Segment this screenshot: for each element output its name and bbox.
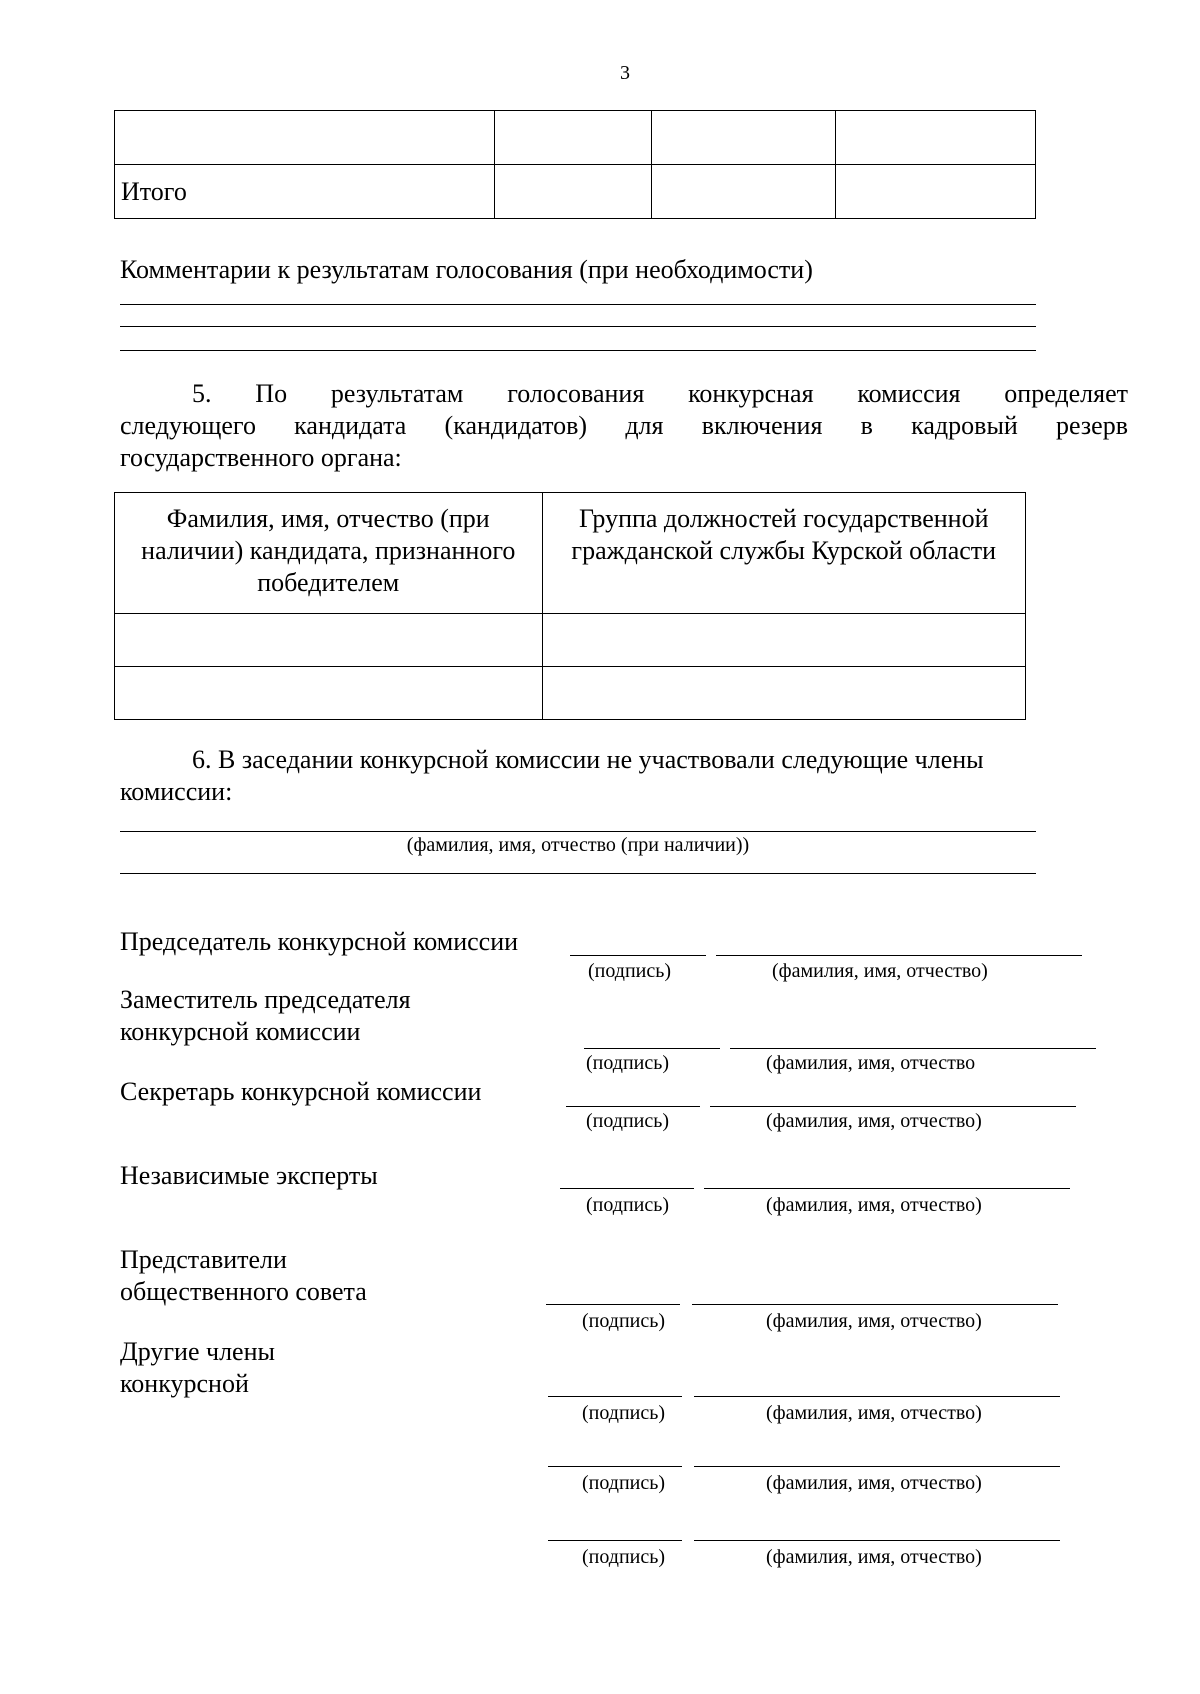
table-cell: [652, 165, 836, 219]
name-caption: (фамилия, имя, отчество): [766, 1110, 982, 1132]
other-members-label: [120, 1336, 275, 1400]
header-candidate-name: [115, 493, 543, 614]
label-line: конкурсной: [120, 1369, 249, 1398]
total-label: Итого: [115, 165, 495, 219]
winners-table: [114, 492, 1026, 720]
name-caption: (фамилия, имя, отчество): [766, 1402, 982, 1424]
name-line: [730, 1048, 1096, 1049]
secretary-label: Секретарь конкурсной комиссии: [120, 1077, 482, 1106]
comment-line: [120, 304, 1036, 305]
name-line: [694, 1396, 1060, 1397]
label-line: Другие члены: [120, 1337, 275, 1366]
table-header-row: [115, 493, 1026, 614]
name-caption: (фамилия, имя, отчество): [772, 960, 988, 982]
section-6-line-1: 6. В заседании конкурсной комиссии не участвовали следующие члены: [192, 745, 984, 774]
name-line: [694, 1540, 1060, 1541]
signature-caption: (подпись): [582, 1402, 666, 1424]
table-row: [115, 614, 1026, 667]
deputy-label: [120, 984, 411, 1048]
comment-line: [120, 326, 1036, 327]
signature-caption: (подпись): [588, 960, 672, 982]
word: голосования: [507, 379, 645, 408]
table-row: [115, 667, 1026, 720]
word: конкурсная: [688, 379, 814, 408]
name-line: [694, 1466, 1060, 1467]
word: кадровый: [911, 411, 1018, 440]
voting-results-table: [114, 110, 1036, 219]
label-line: общественного совета: [120, 1277, 367, 1306]
absent-members-line: [120, 873, 1036, 874]
word: определяет: [1004, 379, 1128, 408]
name-line: [704, 1188, 1070, 1189]
signature-caption: (подпись): [582, 1310, 666, 1332]
label-line: Заместитель председателя: [120, 985, 411, 1014]
word: результатам: [330, 379, 464, 408]
word: для: [625, 411, 664, 440]
table-cell: [836, 165, 1036, 219]
name-line: [692, 1304, 1058, 1305]
signature-line: [548, 1396, 682, 1397]
comments-heading: Комментарии к результатам голосования (при необходимости): [120, 255, 813, 284]
table-cell: [115, 614, 543, 667]
table-row: [115, 111, 1036, 165]
name-caption: (фамилия, имя, отчество: [766, 1052, 976, 1074]
signature-line: [548, 1466, 682, 1467]
word: 5.: [192, 379, 212, 408]
section-5-line-1: [120, 378, 1128, 410]
table-cell: [115, 667, 543, 720]
chairman-label: Председатель конкурсной комиссии: [120, 927, 519, 956]
section-6-line-2: комиссии:: [120, 777, 233, 806]
section-5-line-2: [120, 410, 1128, 442]
word: включения: [701, 411, 823, 440]
label-line: конкурсной комиссии: [120, 1017, 361, 1046]
name-line: [716, 955, 1082, 956]
page-number: 3: [620, 62, 630, 84]
name-line: [710, 1106, 1076, 1107]
header-line: гражданской службы Курской области: [571, 536, 997, 565]
signature-caption: (подпись): [582, 1472, 666, 1494]
header-line: Фамилия, имя, отчество (при: [166, 504, 490, 533]
section-5-line-3: государственного органа:: [120, 443, 402, 472]
word: (кандидатов): [444, 411, 588, 440]
signature-caption: (подпись): [582, 1546, 666, 1568]
table-cell: [652, 111, 836, 165]
name-caption: (фамилия, имя, отчество): [766, 1194, 982, 1216]
table-cell: [836, 111, 1036, 165]
header-line: Группа должностей государственной: [579, 504, 989, 533]
header-line: победителем: [257, 568, 400, 597]
signature-line: [584, 1048, 720, 1049]
header-position-group: [542, 493, 1026, 614]
absent-members-caption: (фамилия, имя, отчество (при наличии)): [406, 834, 750, 856]
table-row: [115, 165, 1036, 219]
signature-caption: (подпись): [586, 1052, 670, 1074]
public-council-label: [120, 1244, 367, 1308]
name-caption: (фамилия, имя, отчество): [766, 1546, 982, 1568]
word: в: [860, 411, 873, 440]
experts-label: Независимые эксперты: [120, 1161, 378, 1190]
word: кандидата: [294, 411, 407, 440]
table-cell: [115, 111, 495, 165]
header-line: наличии) кандидата, признанного: [141, 536, 516, 565]
signature-line: [548, 1540, 682, 1541]
label-line: Представители: [120, 1245, 287, 1274]
word: По: [255, 379, 288, 408]
word: комиссия: [857, 379, 961, 408]
signature-caption: (подпись): [586, 1194, 670, 1216]
name-caption: (фамилия, имя, отчество): [766, 1310, 982, 1332]
word: следующего: [120, 411, 256, 440]
signature-line: [546, 1304, 680, 1305]
name-caption: (фамилия, имя, отчество): [766, 1472, 982, 1494]
absent-members-line: [120, 831, 1036, 832]
table-cell: [542, 667, 1026, 720]
signature-line: [560, 1188, 694, 1189]
word: резерв: [1056, 411, 1128, 440]
table-cell: [494, 111, 652, 165]
signature-caption: (подпись): [586, 1110, 670, 1132]
section-5-paragraph: [120, 378, 1128, 474]
signature-line: [570, 955, 706, 956]
table-cell: [542, 614, 1026, 667]
table-cell: [494, 165, 652, 219]
comment-line: [120, 350, 1036, 351]
signature-line: [566, 1106, 700, 1107]
